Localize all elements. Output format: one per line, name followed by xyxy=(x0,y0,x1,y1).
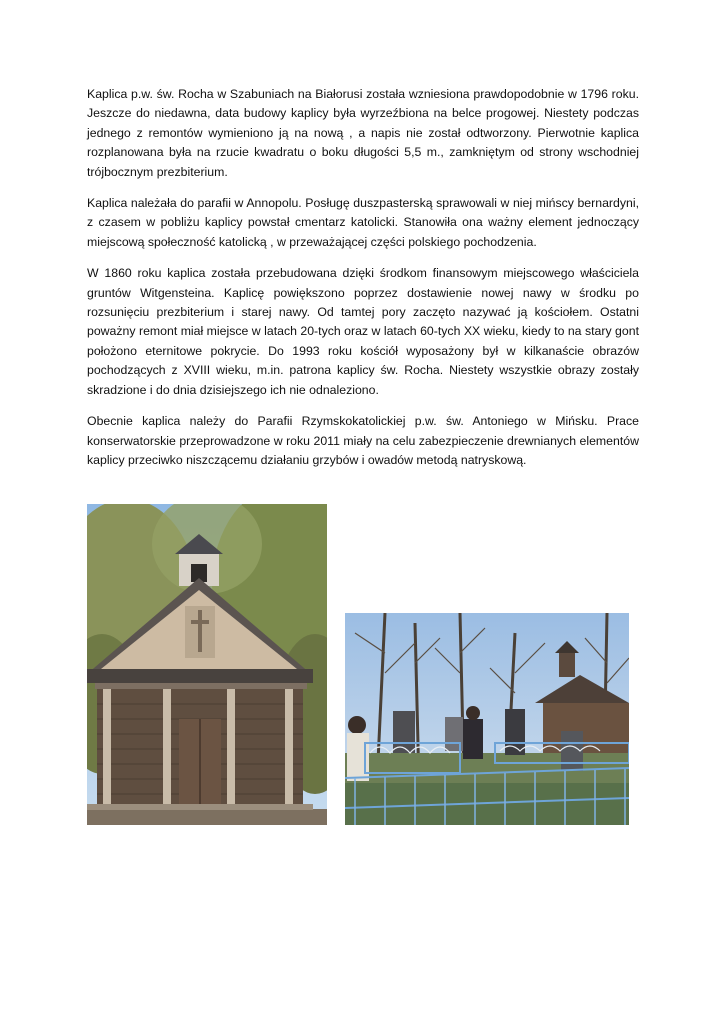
paragraph-history: Kaplica p.w. św. Rocha w Szabuniach na Białorusi została wzniesiona prawdopodobnie w 1796 roku. Jeszcze do niedawna, data budowy kaplicy była wyrzeźbiona na belce progowej. Niestety podczas jednego z remontów wymieniono ją na nową , a napis nie został odtworzony. Pierwotnie kaplica rozplanowana była na rzucie kwadratu o boku długości 5,5 m., zamkniętym od strony wschodniej trójbocznym prezbiterium. xyxy=(87,87,639,179)
paragraph-present: Obecnie kaplica należy do Parafii Rzymskokatolickiej p.w. św. Antoniego w Mińsku. Prace konserwatorskie przeprowadzone w roku 2011 miały na celu zabezpieczenie drewnianych elementów kaplicy przeciwko niszczącemu działaniu grzybów i owadów metodą natryskową. xyxy=(87,414,639,467)
cemetery-image xyxy=(345,613,629,825)
chapel-image xyxy=(87,504,327,825)
paragraph-parish: Kaplica należała do parafii w Annopolu. Posługę duszpasterską sprawowali w niej mińscy bernardyni, z czasem w pobliżu kaplicy powstał cmentarz katolicki. Stanowiła ona ważny element jednoczący miejscową społeczność katolicką , w przeważającej części polskiego pochodzenia. xyxy=(87,196,639,249)
cemetery-photo xyxy=(345,613,629,825)
chapel-photo xyxy=(87,504,327,825)
paragraph-rebuild: W 1860 roku kaplica została przebudowana dzięki środkom finansowym miejscowego właściciela gruntów Witgensteina. Kaplicę powiększono poprzez dostawienie nowej nawy w środku po rozsunięciu prezbiterium i starej nawy. Od tamtej pory zaczęto nazywać ją kościołem. Ostatni poważny remont miał miejsce w latach 20-tych oraz w latach 60-tych XX wieku, kiedy to na stary gont położono eternitowe pokrycie. Do 1993 roku kościół wyposażony był w kilkanaście obrazów pochodzących z XVIII wieku, m.in. patrona kaplicy św. Rocha. Niestety wszystkie obrazy zostały skradzione i do dnia dzisiejszego ich nie odnaleziono. xyxy=(87,266,639,397)
article-text xyxy=(87,85,639,482)
